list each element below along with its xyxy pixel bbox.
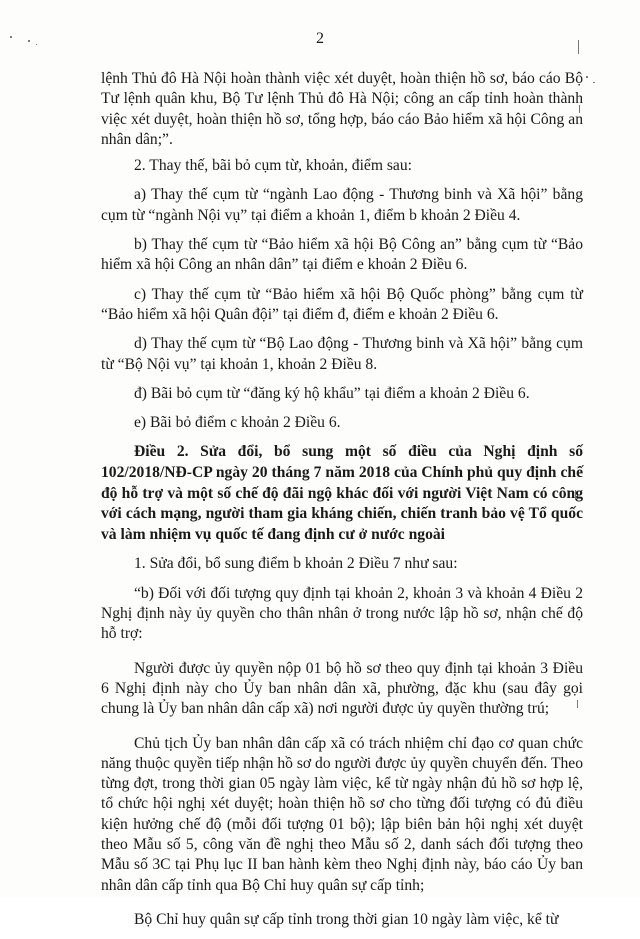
paragraph-item-dd: đ) Bãi bỏ cụm từ “đăng ký hộ khẩu” tại điểm a khoản 2 Điều 6. [134, 384, 530, 402]
paragraph-quote-b: “b) Đối với đối tượng quy định tại khoản 2, khoản 3 và khoản 4 Điều 2 Nghị định này ủy quyền cho thân nhân ở trong nước lập hồ sơ, nhận chế độ hỗ trợ: [101, 584, 583, 643]
paragraph-item-e: e) Bãi bỏ điểm c khoản 2 Điều 6. [134, 414, 341, 432]
paragraph-authorized-person: Người được ủy quyền nộp 01 bộ hồ sơ theo quy định tại khoản 3 Điều 6 Nghị định này cho Ủy ban nhân dân xã, phường, đặc khu (sau đây gọi chung là Ủy ban nhân dân cấp xã) nơi người được ủy quyền thường trú; [101, 659, 583, 718]
paragraph-item-a: a) Thay thế cụm từ “ngành Lao động - Thương binh và Xã hội” bằng cụm từ “ngành Nội vụ” tại điểm a khoản 1, điểm b khoản 2 Điều 4. [101, 186, 583, 224]
paragraph-provincial-command: Bộ Chỉ huy quân sự cấp tỉnh trong thời gian 10 ngày làm việc, kể từ [134, 910, 559, 928]
paragraph-item-d: d) Thay thế cụm từ “Bộ Lao động - Thương binh và Xã hội” bằng cụm từ “Bộ Nội vụ” tại khoản 1, khoản 2 Điều 8. [101, 335, 583, 373]
paragraph-item-1: 1. Sửa đổi, bổ sung điểm b khoản 2 Điều 7 như sau: [134, 555, 458, 573]
document-body [101, 69, 583, 939]
scan-speck [593, 82, 595, 83]
article-2-heading: Điều 2. Sửa đổi, bổ sung một số điều của Nghị định số 102/2018/NĐ-CP ngày 20 tháng 7 năm 2018 của Chính phủ quy định chế độ hỗ trợ và một số chế độ đãi ngộ khác đối với người Việt Nam có công với cách mạng, người tham gia kháng chiến, chiến tranh bảo vệ Tổ quốc và làm nhiệm vụ quốc tế đang định cư ở nước ngoài [101, 443, 583, 543]
paragraph-item-2: 2. Thay thế, bãi bỏ cụm từ, khoản, điểm sau: [134, 157, 412, 175]
page-number: 2 [316, 30, 324, 47]
paragraph-item-c: c) Thay thế cụm từ “Bảo hiểm xã hội Bộ Quốc phòng” bằng cụm từ “Bảo hiểm xã hội Quân đội” tại điểm đ, điểm e khoản 2 Điều 6. [101, 285, 583, 323]
paragraph-continuation: lệnh Thủ đô Hà Nội hoàn thành việc xét duyệt, hoàn thiện hồ sơ, báo cáo Bộ Tư lệnh quân khu, Bộ Tư lệnh Thủ đô Hà Nội; công an cấp tỉnh hoàn thành việc xét duyệt, hoàn thiện hồ sơ, tổng hợp, báo cáo Bảo hiểm xã hội Công an nhân dân;”. [101, 70, 583, 148]
paragraph-item-b: b) Thay thế cụm từ “Bảo hiểm xã hội Bộ Công an” bằng cụm từ “Bảo hiểm xã hội Công an nhân dân” tại điểm e khoản 2 Điều 6. [101, 236, 583, 274]
paragraph-commune-chairman: Chủ tịch Ủy ban nhân dân cấp xã có trách nhiệm chỉ đạo cơ quan chức năng thuộc quyền tiếp nhận hồ sơ do người được ủy quyền chuyển đến. Theo từng đợt, trong thời gian 05 ngày làm việc, kể từ ngày nhận đủ hồ sơ hợp lệ, tổ chức hội nghị xét duyệt; hoàn thiện hồ sơ cho từng đối tượng có đủ điều kiện hưởng chế độ (mỗi đối tượng 01 bộ); lập biên bản hội nghị xét duyệt theo Mẫu số 5, công văn đề nghị theo Mẫu số 2, danh sách đối tượng theo Mẫu số 3C tại Phụ lục II ban hành kèm theo Nghị định này, báo cáo Ủy ban nhân dân cấp tỉnh qua Bộ Chỉ huy quân sự cấp tỉnh; [101, 734, 583, 894]
scan-speck [586, 76, 588, 78]
